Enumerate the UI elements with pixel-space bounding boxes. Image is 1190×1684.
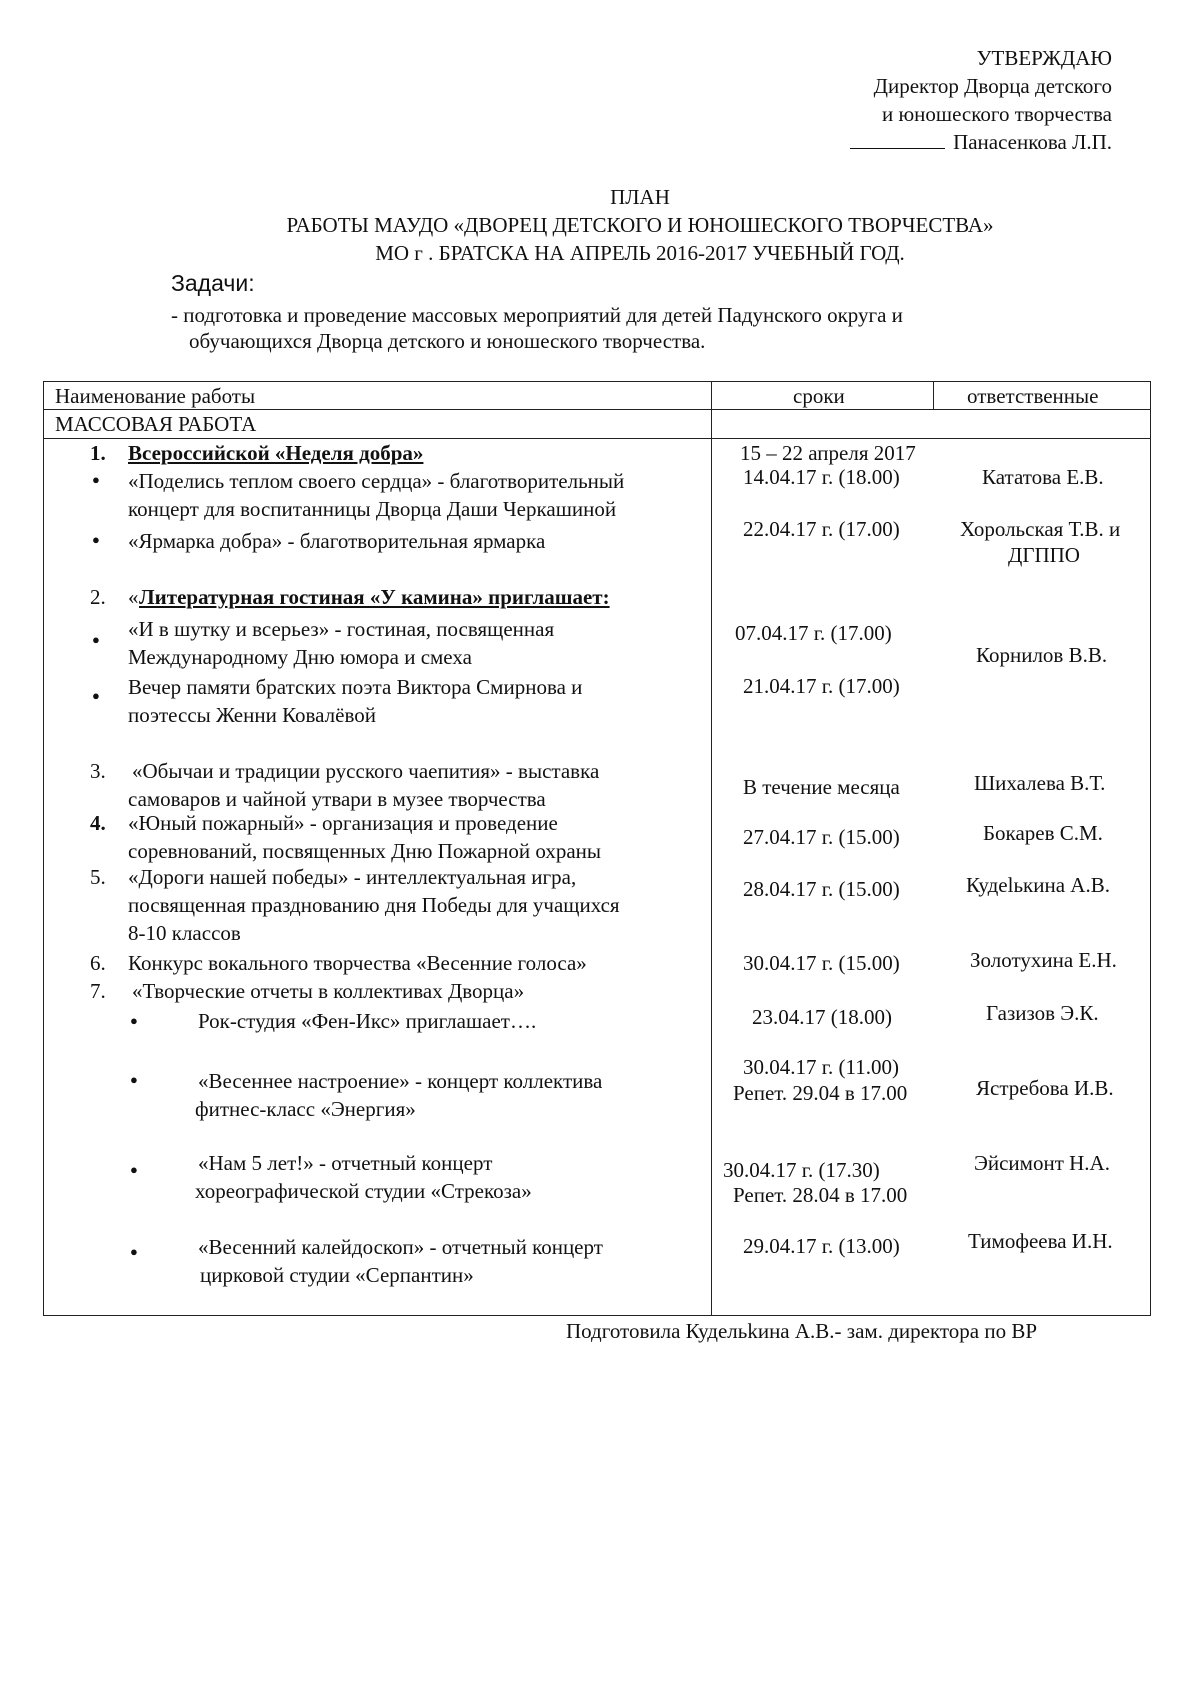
signature-line <box>850 128 945 149</box>
item-3-date: В течение месяца <box>743 775 900 799</box>
item-4-number: 4. <box>90 811 106 835</box>
item-7-sub2-line2: фитнес-класс «Энергия» <box>195 1097 416 1121</box>
item-2-sub2-date: 21.04.17 г. (17.00) <box>743 674 900 698</box>
plan-title: ПЛАН <box>610 185 670 209</box>
item-2-sub2-line1: Вечер памяти братских поэта Виктора Смирнова и <box>128 675 583 699</box>
item-1-sub2-responsible-line1: Хорольская Т.В. и <box>960 517 1121 541</box>
approval-name: Панасенкова Л.П. <box>953 130 1112 154</box>
item-7-sub1-date: 23.04.17 (18.00) <box>752 1005 892 1029</box>
item-1-sub2-date: 22.04.17 г. (17.00) <box>743 517 900 541</box>
bullet-icon: ● <box>92 532 100 547</box>
item-1-number: 1. <box>90 441 106 465</box>
col-divider-1-body <box>711 438 712 1316</box>
plan-subtitle-line1: РАБОТЫ МАУДО «ДВОРЕЦ ДЕТСКОГО И ЮНОШЕСКОГО ТВОРЧЕСТВА» <box>286 213 994 237</box>
prepared-by: Подготовила Кудельkина А.В.- зам. директора по ВР <box>566 1319 1038 1343</box>
bullet-icon: ● <box>130 1244 138 1259</box>
item-5-date: 28.04.17 г. (15.00) <box>743 877 900 901</box>
table-header-divider <box>43 409 1151 410</box>
col-divider-2-header <box>933 381 934 409</box>
item-1-sub1-responsible: Кататова Е.В. <box>982 465 1104 489</box>
plan-subtitle-line2: МО г . БРАТСКА НА АПРЕЛЬ 2016-2017 УЧЕБНЫЙ ГОД. <box>375 241 905 265</box>
item-2-title-quote: « <box>128 585 139 609</box>
col-header-dates: сроки <box>793 384 845 408</box>
section-mass-work: МАССОВАЯ РАБОТА <box>55 412 257 436</box>
item-1-sub1-line2: концерт для воспитанницы Дворца Даши Черкашиной <box>128 497 617 521</box>
item-6-number: 6. <box>90 951 106 975</box>
table-section-divider <box>43 438 1151 439</box>
bullet-icon: ● <box>130 1013 138 1028</box>
approval-position-line2: и юношеского творчества <box>881 102 1112 126</box>
item-7-number: 7. <box>90 979 106 1003</box>
bullet-icon: ● <box>130 1162 138 1177</box>
bullet-icon: ● <box>92 688 100 703</box>
item-3-line1: «Обычаи и традиции русского чаепития» - выставка <box>132 759 600 783</box>
item-6-responsible: Золотухина Е.Н. <box>970 948 1117 972</box>
item-7-sub2-date: 30.04.17 г. (11.00) <box>743 1055 899 1079</box>
col-header-responsible: ответственные <box>967 384 1099 408</box>
item-7-sub2-line1: «Весеннее настроение» - концерт коллектива <box>198 1069 603 1093</box>
item-1-sub1-line1: «Поделись теплом своего сердца» - благотворительный <box>128 469 625 493</box>
tasks-line1: - подготовка и проведение массовых мероприятий для детей Падунского округа и <box>171 303 903 327</box>
item-7-sub4-responsible: Тимофеева И.Н. <box>968 1229 1113 1253</box>
item-1-dates: 15 – 22 апреля 2017 <box>740 441 916 465</box>
item-7-sub3-responsible: Эйсимонт Н.А. <box>974 1151 1110 1175</box>
col-header-name: Наименование работы <box>55 384 256 408</box>
item-7-sub2-rehearsal: Репет. 29.04 в 17.00 <box>733 1081 908 1105</box>
bullet-icon: ● <box>92 632 100 647</box>
item-2-title: Литературная гостиная «У камина» приглашает: <box>139 585 610 609</box>
item-2-sub1-line1: «И в шутку и всерьез» - гостиная, посвященная <box>128 617 555 641</box>
item-3-line2: самоваров и чайной утвари в музее творчества <box>128 787 546 811</box>
item-1-sub2-line1: «Ярмарка добра» - благотворительная ярмарка <box>128 529 546 553</box>
item-1-sub1-date: 14.04.17 г. (18.00) <box>743 465 900 489</box>
item-5-responsible: Кудelькина А.В. <box>966 873 1110 897</box>
item-2-sub2-line2: поэтессы Женни Ковалёвой <box>128 703 376 727</box>
item-7-sub3-date: 30.04.17 г. (17.30) <box>723 1158 880 1182</box>
bullet-icon: ● <box>92 472 100 487</box>
item-7-sub1-responsible: Газизов Э.К. <box>986 1001 1099 1025</box>
bullet-icon: ● <box>130 1072 138 1087</box>
item-7-sub4-line1: «Весенний калейдоскоп» - отчетный концерт <box>198 1235 603 1259</box>
item-2-sub1-line2: Международному Дню юмора и смеха <box>128 645 472 669</box>
item-5-line2: посвященная празднованию дня Победы для учащихся <box>128 893 620 917</box>
tasks-line2: обучающихся Дворца детского и юношеского творчества. <box>189 329 706 353</box>
approval-signature <box>850 128 1112 156</box>
item-3-number: 3. <box>90 759 106 783</box>
tasks-label: Задачи: <box>171 270 255 296</box>
item-4-line2: соревнований, посвященных Дню Пожарной охраны <box>128 839 602 863</box>
item-1-title: Всероссийской «Неделя добра» <box>128 441 424 465</box>
item-4-responsible: Бокарев С.М. <box>983 821 1103 845</box>
item-7-sub3-line2: хореографической студии «Стрекоза» <box>195 1179 532 1203</box>
item-7-title: «Творческие отчеты в коллективах Дворца» <box>132 979 525 1003</box>
item-7-sub4-date: 29.04.17 г. (13.00) <box>743 1234 900 1258</box>
item-2-responsible: Корнилов В.В. <box>976 643 1108 667</box>
item-5-number: 5. <box>90 865 106 889</box>
approval-title: УТВЕРЖДАЮ <box>976 46 1112 70</box>
item-7-sub4-line2: цирковой студии «Серпантин» <box>200 1263 474 1287</box>
item-3-responsible: Шихалева В.Т. <box>974 771 1106 795</box>
item-6-date: 30.04.17 г. (15.00) <box>743 951 900 975</box>
item-5-line3: 8-10 классов <box>128 921 241 945</box>
item-2-number: 2. <box>90 585 106 609</box>
col-divider-1-header <box>711 381 712 438</box>
item-7-sub3-line1: «Нам 5 лет!» - отчетный концерт <box>198 1151 493 1175</box>
approval-block <box>850 44 1112 156</box>
item-4-date: 27.04.17 г. (15.00) <box>743 825 900 849</box>
item-4-line1: «Юный пожарный» - организация и проведение <box>128 811 558 835</box>
approval-position-line1: Директор Дворца детского <box>873 74 1112 98</box>
item-5-line1: «Дороги нашей победы» - интеллектуальная игра, <box>128 865 577 889</box>
item-7-sub1-line1: Рок-студия «Фен-Икс» приглашает…. <box>198 1009 537 1033</box>
item-2-sub1-date: 07.04.17 г. (17.00) <box>735 621 892 645</box>
item-1-sub2-responsible-line2: ДГППО <box>1008 543 1080 567</box>
item-7-sub2-responsible: Ястребова И.В. <box>976 1076 1114 1100</box>
item-7-sub3-rehearsal: Репет. 28.04 в 17.00 <box>733 1183 908 1207</box>
item-6-line1: Конкурс вокального творчества «Весенние голоса» <box>128 951 587 975</box>
